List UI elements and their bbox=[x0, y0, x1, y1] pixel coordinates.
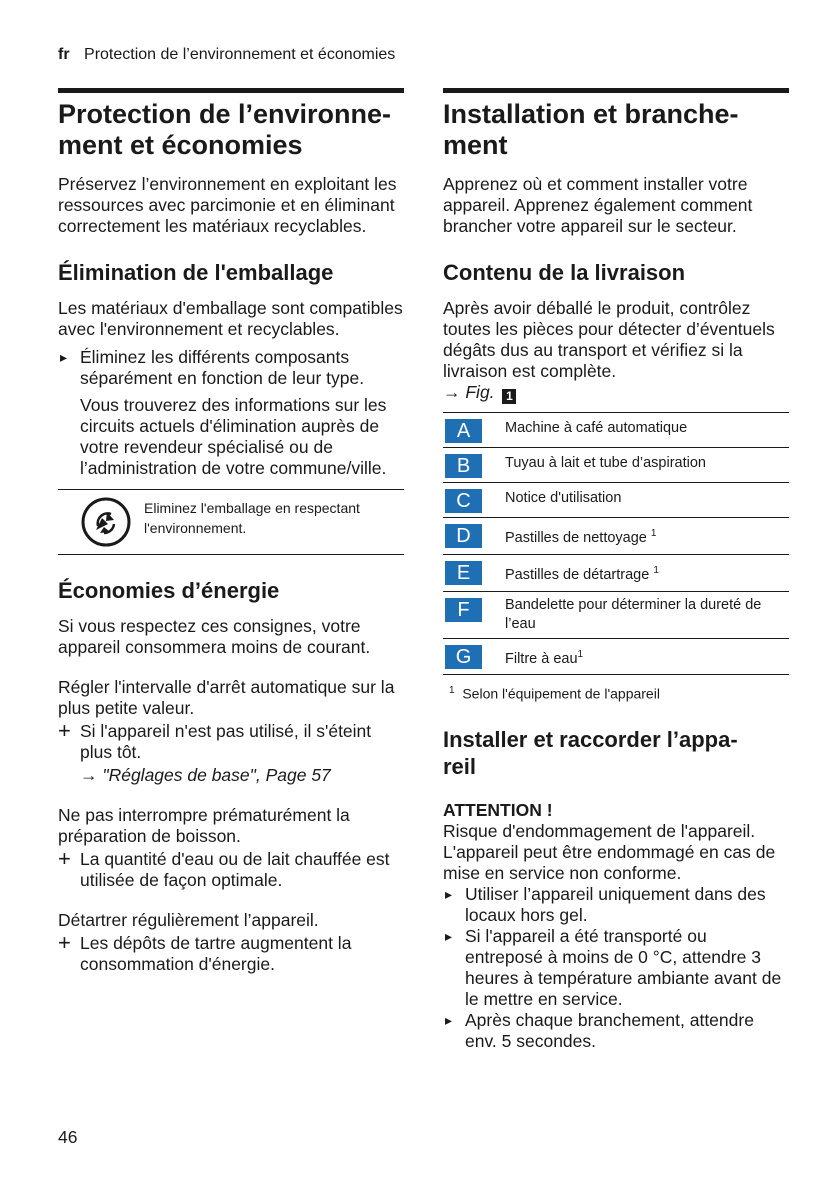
delivery-items-list bbox=[443, 412, 789, 675]
energy-plus-3: + Les dépôts de tartre augmentent la consommation d'énergie. bbox=[58, 930, 352, 974]
packaging-bullet: ▸ Éliminez les différents composants séparément en fonction de leur type. bbox=[58, 347, 404, 389]
install-heading: Installer et raccorder l’appa- reil bbox=[443, 727, 738, 780]
install-bullet: ▸ Après chaque branchement, attendre env. 5 secondes. bbox=[443, 1010, 789, 1052]
energy-para-2: Régler l'intervalle d'arrêt automatique sur la plus petite valeur. bbox=[58, 677, 395, 718]
energy-plus-2: + La quantité d'eau ou de lait chauffée est utilisée de façon optimale. bbox=[58, 846, 390, 890]
energy-para-4: Détartrer régulièrement l’appareil. bbox=[58, 910, 319, 930]
page-number: 46 bbox=[58, 1127, 78, 1147]
packaging-para: Les matériaux d'emballage sont compatibles avec l'environnement et recyclables. bbox=[58, 298, 403, 339]
section-rule bbox=[58, 88, 404, 93]
list-item: E Pastilles de détartrage $^1$ bbox=[443, 555, 789, 592]
delivery-para: Après avoir déballé le produit, contrôlez toutes les pièces pour détecter d’éventuels dégâts dus au transport et vérifiez si la livraison est complète. bbox=[443, 298, 775, 381]
item-letter-badge: G bbox=[445, 645, 482, 669]
energy-heading: Économies d’énergie bbox=[58, 578, 280, 603]
language-code: fr bbox=[58, 46, 70, 63]
item-letter-badge: A bbox=[445, 419, 482, 443]
energy-para-1: Si vous respectez ces consignes, votre appareil consommera moins de courant. bbox=[58, 616, 371, 657]
attention-label: ATTENTION ! bbox=[443, 800, 553, 821]
section-title-environment: Protection de l’environne- ment et économies bbox=[58, 99, 392, 160]
item-letter-badge: C bbox=[445, 489, 482, 513]
section-title-installation: Installation et branche- ment bbox=[443, 99, 739, 160]
item-letter-badge: B bbox=[445, 454, 482, 478]
header-title: Protection de l’environnement et économies bbox=[84, 46, 396, 63]
environment-intro: Préservez l’environnement en exploitant les ressources avec parcimonie et en éliminant correctement les matériaux recyclables. bbox=[58, 174, 397, 236]
delivery-heading: Contenu de la livraison bbox=[443, 260, 686, 285]
recycling-icon bbox=[80, 496, 132, 548]
install-bullet: ▸ Si l'appareil a été transporté ou entreposé à moins de 0 °C, attendre 3 heures à température ambiante avant de le mettre en service. bbox=[443, 926, 789, 1010]
figure-number-badge: 1 bbox=[502, 389, 516, 404]
settings-page-link[interactable]: → "Réglages de base", Page 57 bbox=[80, 765, 331, 785]
energy-plus-1: + Si l'appareil n'est pas utilisé, il s'éteint plus tôt. bbox=[58, 718, 372, 762]
footnote: $^1$ Selon l'équipement de l'appareil bbox=[449, 685, 660, 703]
warning-text: Risque d'endommagement de l'appareil. L'appareil peut être endommagé en cas de mise en service non conforme. bbox=[443, 821, 776, 884]
list-item: F Bandelette pour déterminer la dureté de l’eau bbox=[443, 592, 789, 639]
eco-note: Eliminez l'emballage en respectant l'environnement. bbox=[144, 500, 360, 536]
packaging-heading: Élimination de l'emballage bbox=[58, 260, 334, 285]
list-item: D Pastilles de nettoyage $^1$ bbox=[443, 518, 789, 555]
packaging-info: Vous trouverez des informations sur les circuits actuels d'élimination auprès de votre revendeur spécialisé ou de l’administration de votre commune/ville. bbox=[80, 395, 387, 478]
left-column bbox=[58, 88, 404, 975]
item-letter-badge: D bbox=[445, 524, 482, 548]
list-item: B Tuyau à lait et tube d’aspiration bbox=[443, 448, 789, 483]
energy-para-3: Ne pas interrompre prématurément la préparation de boisson. bbox=[58, 805, 350, 846]
item-letter-badge: E bbox=[445, 561, 482, 585]
list-item: A Machine à café automatique bbox=[443, 413, 789, 448]
figure-reference[interactable]: → Fig. 1 bbox=[443, 382, 789, 404]
eco-note-box bbox=[58, 489, 404, 555]
section-rule bbox=[443, 88, 789, 93]
list-item: C Notice d'utilisation bbox=[443, 483, 789, 518]
page-header bbox=[58, 46, 395, 64]
list-item: G Filtre à eau$^1$ bbox=[443, 639, 789, 676]
installation-intro: Apprenez où et comment installer votre appareil. Apprenez également comment brancher votre appareil sur le secteur. bbox=[443, 174, 753, 236]
install-bullet: ▸ Utiliser l’appareil uniquement dans des locaux hors gel. bbox=[443, 884, 789, 926]
right-column bbox=[443, 88, 789, 1052]
item-letter-badge: F bbox=[445, 598, 482, 622]
